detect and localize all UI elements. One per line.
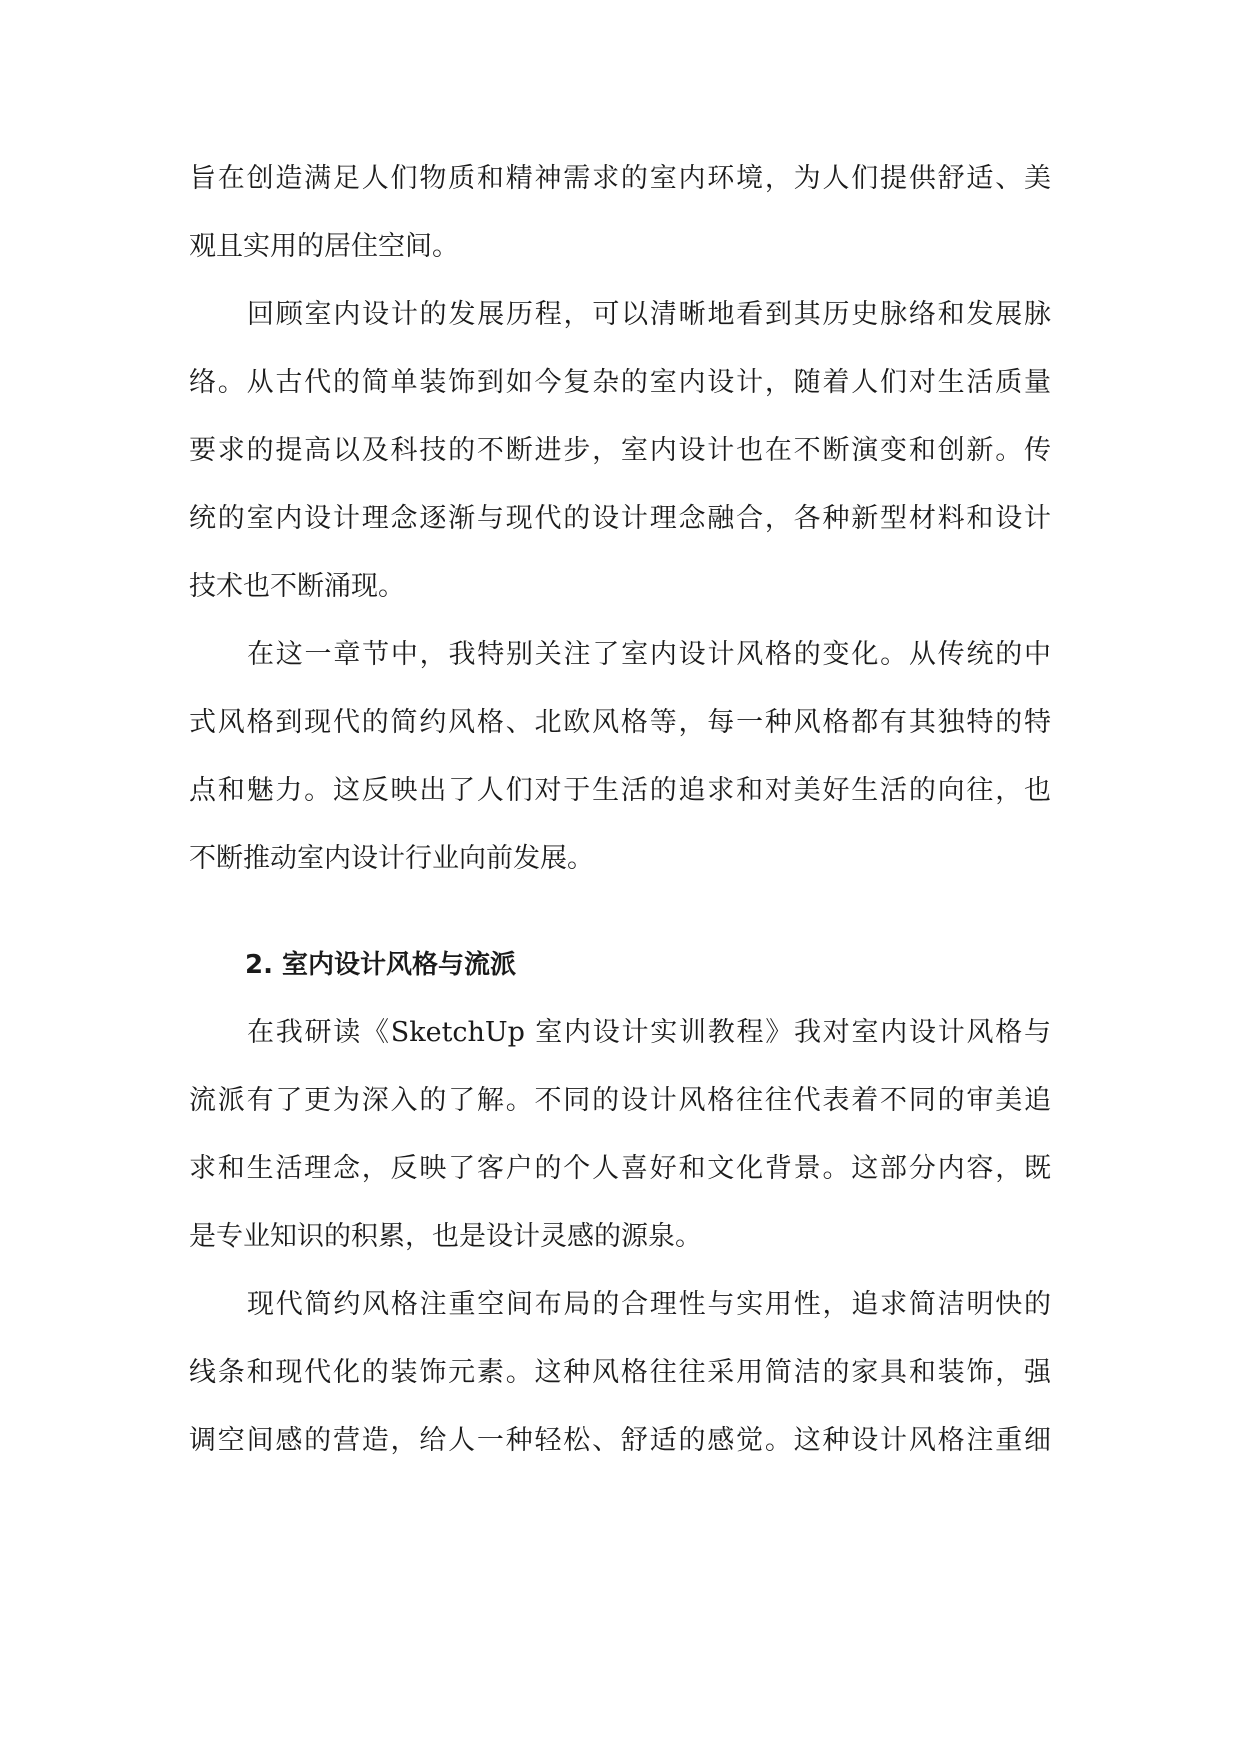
paragraph-line: 式风格到现代的简约风格、北欧风格等，每一种风格都有其独特的特 <box>189 707 1051 738</box>
paragraph-line: 回顾室内设计的发展历程，可以清晰地看到其历史脉络和发展脉 <box>247 299 1051 330</box>
document-body <box>189 145 1051 1475</box>
section-heading: 2. 室内设计风格与流派 <box>245 950 517 980</box>
paragraph-line: 在这一章节中，我特别关注了室内设计风格的变化。从传统的中 <box>247 639 1051 670</box>
paragraph-line: 旨在创造满足人们物质和精神需求的室内环境，为人们提供舒适、美 <box>189 163 1051 194</box>
paragraph-line: 技术也不断涌现。 <box>189 571 405 602</box>
paragraph-line: 现代简约风格注重空间布局的合理性与实用性，追求简洁明快的 <box>247 1289 1051 1320</box>
paragraph-line: 线条和现代化的装饰元素。这种风格往往采用简洁的家具和装饰，强 <box>189 1357 1051 1388</box>
paragraph <box>189 281 1051 621</box>
paragraph <box>189 999 1051 1271</box>
paragraph-line: 调空间感的营造，给人一种轻松、舒适的感觉。这种设计风格注重细 <box>189 1425 1051 1456</box>
paragraph-line: 统的室内设计理念逐渐与现代的设计理念融合，各种新型材料和设计 <box>189 503 1051 534</box>
paragraph <box>189 621 1051 893</box>
paragraph-line: 在我研读《SketchUp 室内设计实训教程》我对室内设计风格与 <box>247 1017 1051 1048</box>
paragraph-line: 流派有了更为深入的了解。不同的设计风格往往代表着不同的审美追 <box>189 1085 1051 1116</box>
paragraph <box>189 145 1051 281</box>
paragraph-line: 要求的提高以及科技的不断进步，室内设计也在不断演变和创新。传 <box>189 435 1051 466</box>
paragraph-line: 不断推动室内设计行业向前发展。 <box>189 843 594 874</box>
paragraph-line: 点和魅力。这反映出了人们对于生活的追求和对美好生活的向往，也 <box>189 775 1051 806</box>
paragraph-line: 求和生活理念，反映了客户的个人喜好和文化背景。这部分内容，既 <box>189 1153 1051 1184</box>
paragraph <box>189 1271 1051 1475</box>
paragraph-line: 观且实用的居住空间。 <box>189 231 459 262</box>
paragraph-line: 是专业知识的积累，也是设计灵感的源泉。 <box>189 1221 702 1252</box>
section-spacer <box>189 893 1051 931</box>
paragraph-line: 络。从古代的简单装饰到如今复杂的室内设计，随着人们对生活质量 <box>189 367 1051 398</box>
